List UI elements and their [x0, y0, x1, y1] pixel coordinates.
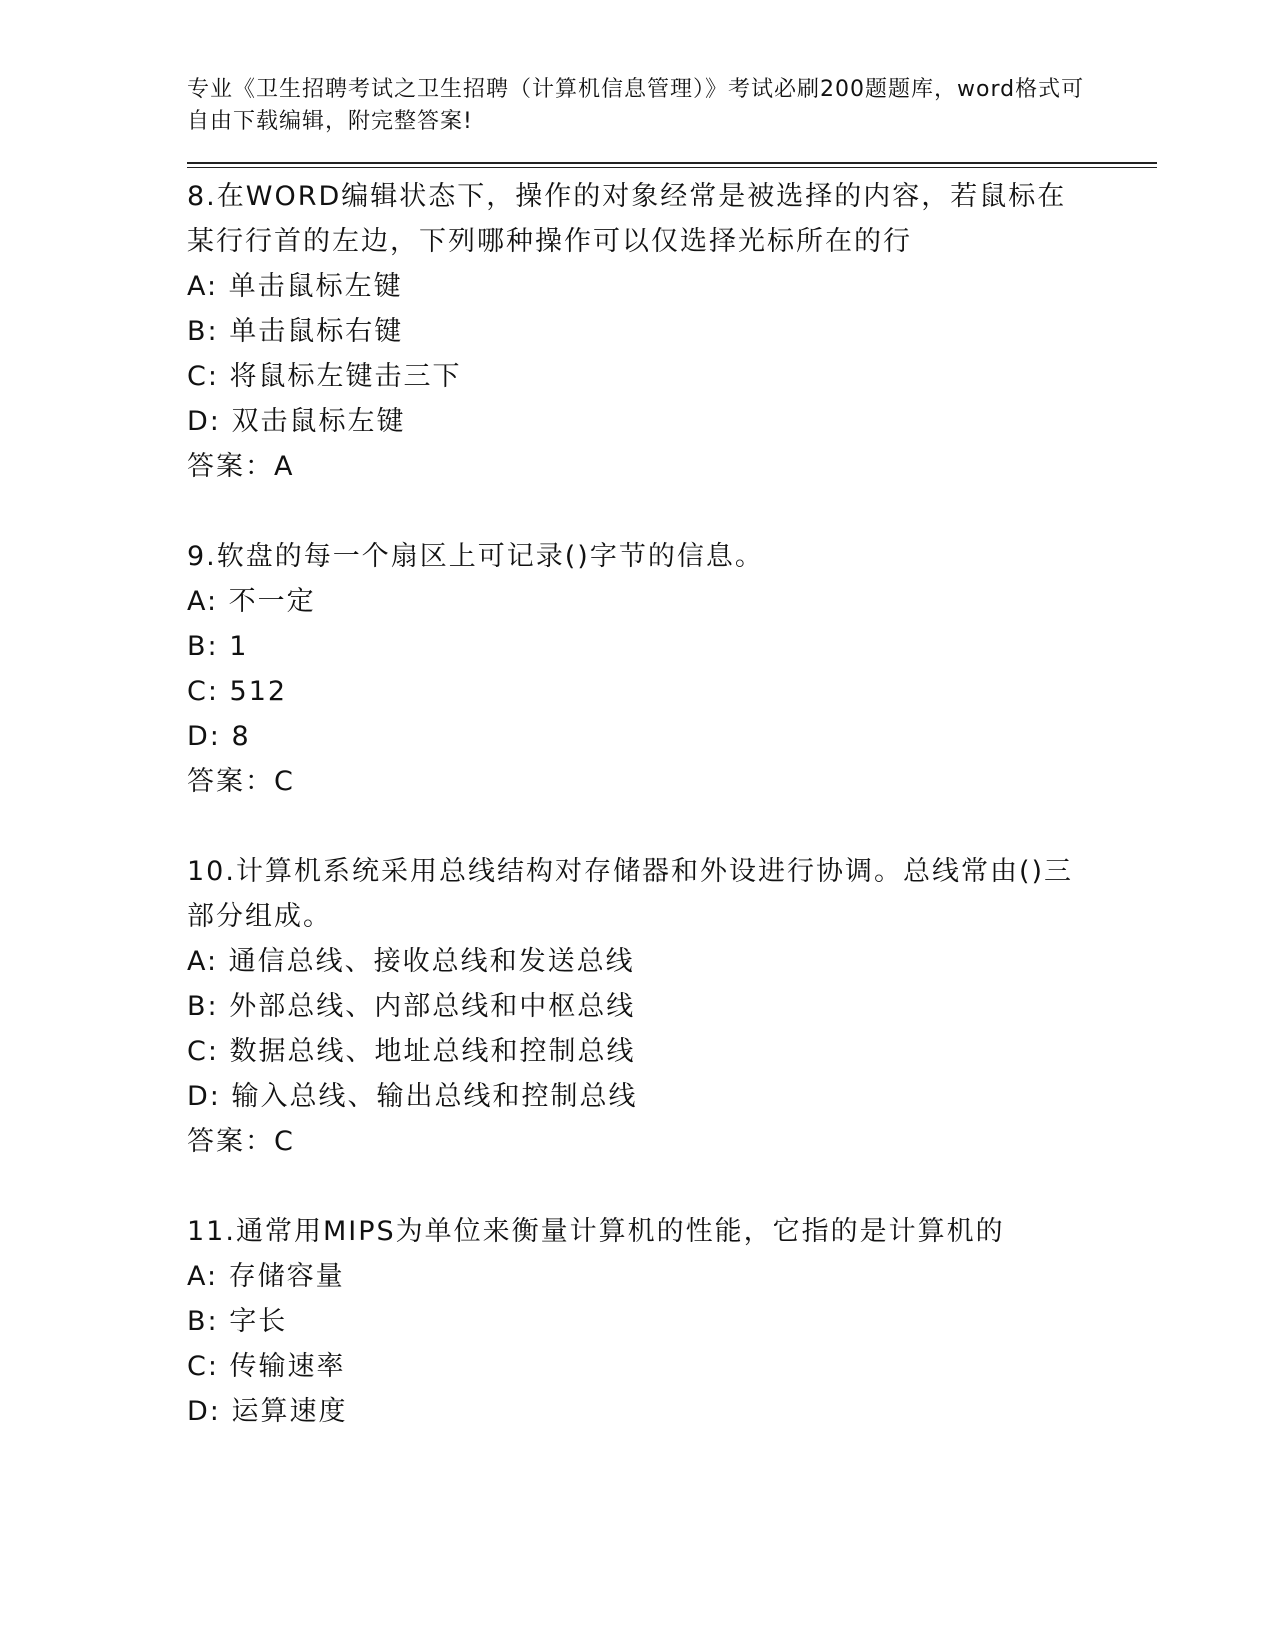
- option-d: D: 双击鼠标左键: [187, 406, 406, 437]
- option-b: B: 字长: [187, 1306, 288, 1337]
- question-10: [187, 849, 1157, 1164]
- option-b: B: 外部总线、内部总线和中枢总线: [187, 991, 636, 1022]
- header-divider: [187, 162, 1157, 168]
- option-c: C: 传输速率: [187, 1351, 346, 1382]
- question-8: [187, 174, 1157, 489]
- question-11: [187, 1209, 1157, 1434]
- answer: 答案：C: [187, 766, 295, 797]
- answer: 答案：C: [187, 1126, 295, 1157]
- document-page: [187, 74, 1157, 1434]
- question-stem: 8.在WORD编辑状态下，操作的对象经常是被选择的内容，若鼠标在某行行首的左边，下列哪种操作可以仅选择光标所在的行: [187, 181, 1067, 257]
- option-d: D: 8: [187, 721, 251, 752]
- answer: 答案：A: [187, 451, 295, 482]
- option-b: B: 单击鼠标右键: [187, 316, 404, 347]
- option-a: A: 存储容量: [187, 1261, 345, 1292]
- option-a: A: 单击鼠标左键: [187, 271, 403, 302]
- divider-line-thick: [187, 162, 1157, 164]
- option-c: C: 将鼠标左键击三下: [187, 361, 462, 392]
- option-d: D: 输入总线、输出总线和控制总线: [187, 1081, 638, 1112]
- question-stem: 10.计算机系统采用总线结构对存储器和外设进行协调。总线常由()三部分组成。: [187, 856, 1074, 932]
- question-stem: 9.软盘的每一个扇区上可记录()字节的信息。: [187, 541, 764, 572]
- option-c: C: 512: [187, 676, 288, 707]
- option-c: C: 数据总线、地址总线和控制总线: [187, 1036, 636, 1067]
- option-a: A: 通信总线、接收总线和发送总线: [187, 946, 635, 977]
- divider-line-thin: [187, 167, 1157, 168]
- option-a: A: 不一定: [187, 586, 316, 617]
- option-b: B: 1: [187, 631, 249, 662]
- question-stem: 11.通常用MIPS为单位来衡量计算机的性能，它指的是计算机的: [187, 1216, 1005, 1247]
- document-header: 专业《卫生招聘考试之卫生招聘（计算机信息管理）》考试必刷200题题库，word格式可自由下载编辑，附完整答案!: [187, 77, 1085, 134]
- option-d: D: 运算速度: [187, 1396, 348, 1427]
- question-9: [187, 534, 1157, 804]
